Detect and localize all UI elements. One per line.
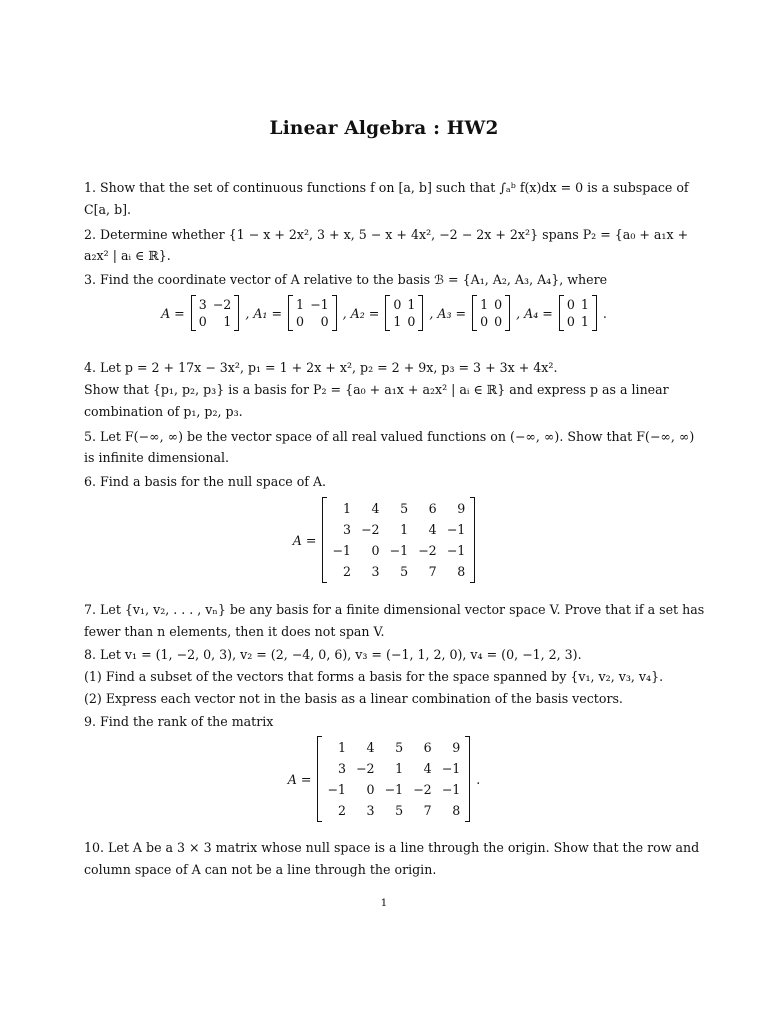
matrix-A xyxy=(322,498,475,582)
matrix-A xyxy=(317,737,470,821)
matrix-cell: 6 xyxy=(423,740,432,755)
matrix-cell: 7 xyxy=(423,803,432,818)
matrix-cell: 4 xyxy=(423,761,432,776)
matrix-cell: 1 xyxy=(400,522,409,537)
matrix-cell: 8 xyxy=(452,803,461,818)
matrix-cell: −2 xyxy=(212,297,232,312)
matrix-cell: 0 xyxy=(371,543,380,558)
matrix-cell: 2 xyxy=(342,564,351,579)
matrix-cell: 4 xyxy=(371,501,380,516)
problem-9-equation xyxy=(0,737,768,821)
problem-1-line-1: 1. Show that the set of continuous functions f on [a, b] such that ∫ₐᵇ f(x)dx = 0 is a subspace of xyxy=(84,180,689,195)
matrix-cell: 0 xyxy=(198,314,207,329)
problem-7-line-1: 7. Let {v₁, v₂, . . . , vₙ} be any basis for a finite dimensional vector space V. Prove that if a set has xyxy=(84,602,705,617)
matrix-cell: 3 xyxy=(337,761,346,776)
matrix-cell: −1 xyxy=(446,543,466,558)
matrix-cell: 5 xyxy=(400,564,409,579)
matrix-A1 xyxy=(288,296,337,330)
matrix-A3 xyxy=(472,296,510,330)
matrix-A2 xyxy=(385,296,423,330)
matrix-cell: 8 xyxy=(457,564,466,579)
matrix-A3-label: , A₃ = xyxy=(429,305,467,321)
page-number: 1 xyxy=(380,897,388,909)
matrix-cell: 5 xyxy=(400,501,409,516)
problem-3-line-1: 3. Find the coordinate vector of A relative to the basis ℬ = {A₁, A₂, A₃, A₄}, where xyxy=(84,272,608,287)
matrix-cell: 7 xyxy=(428,564,437,579)
matrix-cell: −1 xyxy=(384,782,404,797)
problem-7-line-2: fewer than n elements, then it does not span V. xyxy=(84,624,385,639)
problem-2-line-1: 2. Determine whether {1 − x + 2x², 3 + x, 5 − x + 4x², −2 − 2x + 2x²} spans P₂ = {a₀ + a₁x + xyxy=(84,227,689,242)
equation-period: . xyxy=(476,771,481,787)
matrix-cell: −1 xyxy=(332,543,351,558)
matrix-cell: 1 xyxy=(407,297,416,312)
matrix-cell: 3 xyxy=(366,803,375,818)
matrix-cell: 0 xyxy=(366,782,375,797)
matrix-cell: −1 xyxy=(441,782,461,797)
matrix-cell: −1 xyxy=(310,297,329,312)
matrix-cell: −2 xyxy=(355,761,375,776)
matrix-cell: −1 xyxy=(446,522,466,537)
problem-8-line-2: (1) Find a subset of the vectors that forms a basis for the space spanned by {v₁, v₂, v₃, v₄}. xyxy=(84,669,664,684)
matrix-A xyxy=(191,296,240,330)
matrix-cell: 4 xyxy=(428,522,437,537)
matrix-cell: −2 xyxy=(360,522,380,537)
matrix-A4 xyxy=(559,296,597,330)
matrix-cell: −1 xyxy=(327,782,346,797)
matrix-A4-label: , A₄ = xyxy=(516,305,553,321)
matrix-cell: 2 xyxy=(337,803,346,818)
matrix-cell: 4 xyxy=(366,740,375,755)
problem-6-line-1: 6. Find a basis for the null space of A. xyxy=(84,474,327,489)
matrix-cell: 1 xyxy=(342,501,351,516)
matrix-A-label: A = xyxy=(161,305,185,321)
matrix-cell: 1 xyxy=(580,314,589,329)
matrix-cell: −2 xyxy=(413,782,432,797)
problem-4-line-2: Show that {p₁, p₂, p₃} is a basis for P₂ = {a₀ + a₁x + a₂x² | aᵢ ∈ ℝ} and express p as a linear xyxy=(84,382,669,397)
matrix-cell: 1 xyxy=(580,297,589,312)
matrix-cell: 9 xyxy=(452,740,461,755)
problem-1-line-2: C[a, b]. xyxy=(84,202,132,217)
matrix-cell: 3 xyxy=(198,297,207,312)
problem-6-equation xyxy=(0,498,768,582)
matrix-cell: −1 xyxy=(441,761,461,776)
problem-4-line-1: 4. Let p = 2 + 17x − 3x², p₁ = 1 + 2x + x², p₂ = 2 + 9x, p₃ = 3 + 3x + 4x². xyxy=(84,360,558,375)
problem-2-line-2: a₂x² | aᵢ ∈ ℝ}. xyxy=(84,248,171,263)
matrix-cell: 5 xyxy=(395,803,404,818)
matrix-cell: 3 xyxy=(342,522,351,537)
problem-4-line-3: combination of p₁, p₂, p₃. xyxy=(84,404,243,419)
matrix-cell: 1 xyxy=(296,297,305,312)
matrix-cell: 0 xyxy=(494,314,503,329)
problem-10-line-2: column space of A can not be a line through the origin. xyxy=(84,862,437,877)
problem-10-line-1: 10. Let A be a 3 × 3 matrix whose null space is a line through the origin. Show that the row and xyxy=(84,840,700,855)
problem-3-equation xyxy=(0,296,768,330)
matrix-cell: 1 xyxy=(480,297,489,312)
matrix-cell: 0 xyxy=(494,297,503,312)
matrix-cell: 3 xyxy=(371,564,380,579)
problem-8-line-3: (2) Express each vector not in the basis as a linear combination of the basis vectors. xyxy=(84,691,623,706)
matrix-cell: −2 xyxy=(418,543,437,558)
matrix-cell: 0 xyxy=(320,314,329,329)
matrix-cell: 1 xyxy=(393,314,402,329)
problem-5-line-2: is infinite dimensional. xyxy=(84,450,230,465)
matrix-cell: 0 xyxy=(566,297,575,312)
matrix-cell: −1 xyxy=(389,543,409,558)
matrix-A2-label: , A₂ = xyxy=(342,305,380,321)
matrix-cell: 9 xyxy=(457,501,466,516)
matrix-cell: 0 xyxy=(296,314,305,329)
matrix-cell: 1 xyxy=(223,314,232,329)
matrix-cell: 6 xyxy=(428,501,437,516)
problem-8-line-1: 8. Let v₁ = (1, −2, 0, 3), v₂ = (2, −4, 0, 6), v₃ = (−1, 1, 2, 0), v₄ = (0, −1, 2, 3). xyxy=(84,647,582,662)
matrix-A1-label: , A₁ = xyxy=(245,305,283,321)
matrix-cell: 1 xyxy=(395,761,404,776)
equation-period: . xyxy=(602,305,607,321)
matrix-cell: 0 xyxy=(480,314,489,329)
matrix-A-label: A = xyxy=(292,532,317,548)
matrix-cell: 1 xyxy=(337,740,346,755)
matrix-A-label: A = xyxy=(287,771,312,787)
matrix-cell: 5 xyxy=(395,740,404,755)
matrix-cell: 0 xyxy=(393,297,402,312)
problem-5-line-1: 5. Let F(−∞, ∞) be the vector space of all real valued functions on (−∞, ∞). Show that F(−∞, ∞) xyxy=(84,429,695,444)
matrix-cell: 0 xyxy=(566,314,575,329)
problem-9-line-1: 9. Find the rank of the matrix xyxy=(84,714,274,729)
page-title: Linear Algebra : HW2 xyxy=(269,118,499,139)
matrix-cell: 0 xyxy=(407,314,416,329)
